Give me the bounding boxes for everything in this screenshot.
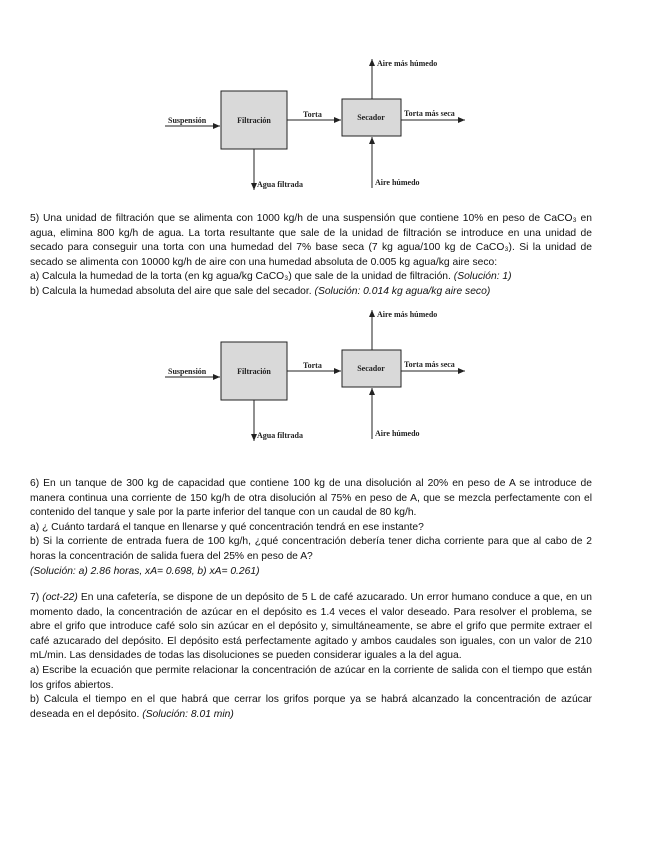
suspension-label: Suspensión (168, 116, 207, 125)
dryer-label: Secador (357, 113, 385, 122)
dry-cake-label: Torta más seca (404, 109, 455, 118)
problem-7-date: (oct-22) (42, 592, 78, 603)
problem-5 (30, 212, 592, 300)
problem-6-part-a: a) ¿ Cuánto tardará el tanque en llenarse y qué concentración tendrá en ese instante? (30, 521, 424, 533)
problem-5-b-text: b) Calcula la humedad absoluta del aire que sale del secador. (30, 285, 312, 297)
filtration-label: Filtración (237, 367, 271, 376)
problem-7-part-b (30, 693, 592, 722)
filtered-water-label: Agua filtrada (257, 431, 303, 440)
problem-7-intro-text: En una cafetería, se dispone de un depósito de 5 L de café azucarado. Un error humano conduce a que, en un momento dado, la concentración de azúcar en el depósito es 1.4 veces el valor deseado. Para resolver el problema, se abre el grifo que introduce café solo sin azúcar en el depósito y, simultáneamente, se abre el grifo que permite extraer el café azucarado del depósito. El depósito está perfectamente agitado y ambos caudales son iguales, con un valor de 210 mL/min. Las densidades de todas las disoluciones se pueden considerar iguales a la del agua. (30, 592, 592, 662)
process-diagram-1 (160, 52, 500, 192)
problem-5-a-text: a) Calcula la humedad de la torta (en kg agua/kg CaCO₃) que sale de la unidad de filtración. (30, 271, 451, 283)
humid-air-in-label: Aire húmedo (375, 178, 420, 187)
suspension-label: Suspensión (168, 367, 207, 376)
problem-5-intro: 5) Una unidad de filtración que se alimenta con 1000 kg/h de una suspensión que contiene 10% en peso de CaCO₃ en agua, elimina 800 kg/h de agua. La torta resultante que sale de la unidad de filtración se introduce en una unidad de secado para conseguir una torta con una humedad del 7% base seca (7 kg agua/100 kg de CaCO₃). Si la unidad de secado se alimenta con 10000 kg/h de aire con una humedad absoluta de 0.005 kg agua/kg aire seco: (30, 213, 592, 268)
cake-label: Torta (303, 361, 322, 370)
problem-5-part-b (30, 285, 592, 300)
problem-7-b-text: b) Calcula el tiempo en el que habrá que cerrar los grifos porque ya se habrá alcanzado la concentración de azúcar deseada en el depósito. (30, 694, 592, 720)
problem-6-solution: (Solución: a) 2.86 horas, xA= 0.698, b) xA= 0.261) (30, 565, 260, 577)
cake-label: Torta (303, 110, 322, 119)
problem-7-intro (30, 591, 592, 664)
problem-5-part-a (30, 270, 592, 285)
humid-air-out-label: Aire más húmedo (377, 59, 438, 68)
problem-7-number: 7) (30, 592, 40, 603)
humid-air-out-label: Aire más húmedo (377, 310, 438, 319)
dry-cake-label: Torta más seca (404, 360, 455, 369)
problem-6-part-b: b) Si la corriente de entrada fuera de 100 kg/h, ¿qué concentración debería tener dicha corriente para que al cabo de 2 horas la concentración de salida fuera del 25% en peso de A? (30, 536, 592, 562)
problem-5-a-solution: (Solución: 1) (453, 271, 512, 283)
filtered-water-label: Agua filtrada (257, 180, 303, 189)
problem-7 (30, 591, 592, 722)
problem-6 (30, 477, 592, 579)
problem-6-intro: 6) En un tanque de 300 kg de capacidad que contiene 100 kg de una disolución al 20% en peso de A se introduce de manera continua una corriente de 150 kg/h de otra disolución al 75% en peso de A, que se mezcla perfectamente con el contenido del tanque y sale por la parte inferior del tanque con un caudal de 80 kg/h. (30, 478, 592, 519)
filtration-label: Filtración (237, 116, 271, 125)
problem-7-b-solution: (Solución: 8.01 min) (142, 708, 234, 720)
problem-5-b-solution: (Solución: 0.014 kg agua/kg aire seco) (314, 285, 491, 297)
dryer-label: Secador (357, 364, 385, 373)
problem-7-part-a: a) Escribe la ecuación que permite relacionar la concentración de azúcar en la corriente de salida con el tiempo que están los grifos abiertos. (30, 664, 592, 691)
humid-air-in-label: Aire húmedo (375, 429, 420, 438)
process-diagram-2 (160, 303, 500, 443)
